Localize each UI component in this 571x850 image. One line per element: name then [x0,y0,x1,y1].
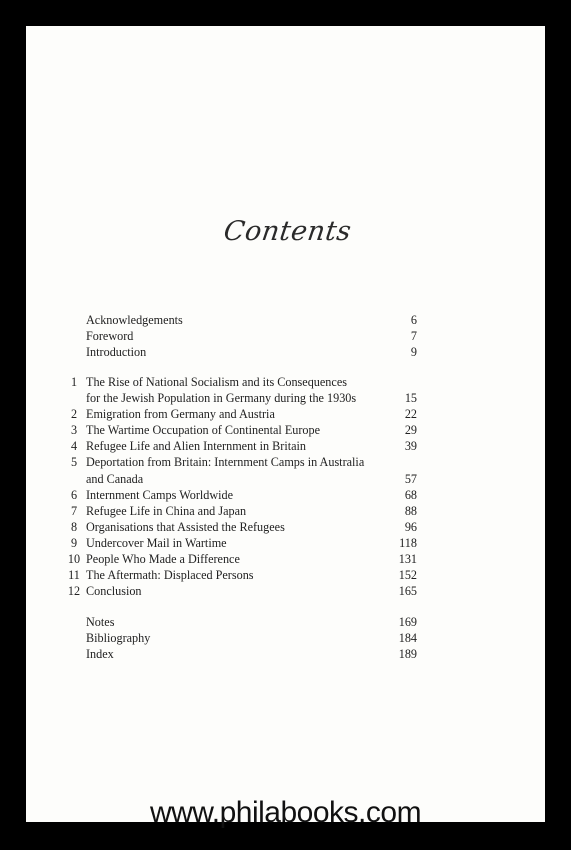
chapter-number: 4 [70,439,78,453]
entry-page: 131 [398,552,417,566]
entry-page: 9 [410,345,417,359]
watermark-url: www.philabooks.com [149,796,422,829]
chapter-title: The Wartime Occupation of Continental Europe [86,423,321,437]
chapter-title-line-2: for the Jewish Population in Germany during the 1930s [86,391,357,405]
toc-chapter-7 [26,503,545,519]
chapter-title: People Who Made a Difference [86,552,240,566]
entry-title: Foreword [86,329,134,343]
chapter-title: Conclusion [86,584,142,598]
chapter-number: 10 [67,552,81,566]
toc-chapter-6 [26,487,545,503]
entry-title: Introduction [86,345,147,359]
table-of-contents [26,26,545,822]
chapter-number: 8 [70,520,78,534]
chapter-title-line-1: The Rise of National Socialism and its Consequences [86,375,347,389]
entry-page: 39 [404,439,417,453]
toc-chapter-5 [26,454,545,470]
entry-page: 189 [398,647,417,661]
chapter-title-line-2: and Canada [86,472,144,486]
toc-chapter-1 [26,374,545,390]
entry-title: Acknowledgements [86,313,183,327]
toc-chapter-2 [26,406,545,422]
entry-page: 7 [410,329,417,343]
toc-entry-introduction [26,344,545,360]
chapter-number: 2 [70,407,78,421]
entry-page: 152 [398,568,417,582]
toc-chapter-5-cont [26,471,545,487]
chapter-number: 3 [70,423,78,437]
chapter-number: 1 [70,375,78,389]
toc-chapter-12 [26,583,545,599]
chapter-number: 7 [70,504,78,518]
chapter-number: 9 [70,536,78,550]
toc-chapter-3 [26,422,545,438]
entry-page: 22 [404,407,417,421]
entry-page: 29 [404,423,417,437]
entry-page: 68 [404,488,417,502]
toc-entry-index [26,646,545,662]
entry-page: 57 [404,472,417,486]
entry-page: 169 [398,615,417,629]
chapter-title: The Aftermath: Displaced Persons [86,568,254,582]
chapter-number: 12 [67,584,81,598]
entry-title: Index [86,647,114,661]
chapter-title: Undercover Mail in Wartime [86,536,227,550]
entry-page: 96 [404,520,417,534]
toc-entry-notes [26,614,545,630]
chapter-title: Organisations that Assisted the Refugees [86,520,285,534]
chapter-title: Emigration from Germany and Austria [86,407,275,421]
chapter-title: Refugee Life in China and Japan [86,504,247,518]
toc-entry-foreword [26,328,545,344]
entry-title: Notes [86,615,115,629]
entry-page: 88 [404,504,417,518]
book-page [26,26,545,822]
toc-chapter-1-cont [26,390,545,406]
toc-chapter-10 [26,551,545,567]
contents-heading: Contents [221,216,354,247]
chapter-title: Refugee Life and Alien Internment in Britain [86,439,306,453]
toc-chapter-4 [26,438,545,454]
chapter-number: 6 [70,488,78,502]
entry-title: Bibliography [86,631,151,645]
entry-page: 15 [404,391,417,405]
toc-chapter-11 [26,567,545,583]
toc-chapter-9 [26,535,545,551]
entry-page: 6 [410,313,417,327]
toc-entry-acknowledgements [26,312,545,328]
chapter-number: 5 [70,455,78,469]
chapter-title: Internment Camps Worldwide [86,488,234,502]
toc-entry-bibliography [26,630,545,646]
entry-page: 184 [398,631,417,645]
chapter-title-line-1: Deportation from Britain: Internment Camps in Australia [86,455,365,469]
chapter-number: 11 [68,568,80,582]
toc-chapter-8 [26,519,545,535]
entry-page: 118 [399,536,417,550]
entry-page: 165 [398,584,417,598]
